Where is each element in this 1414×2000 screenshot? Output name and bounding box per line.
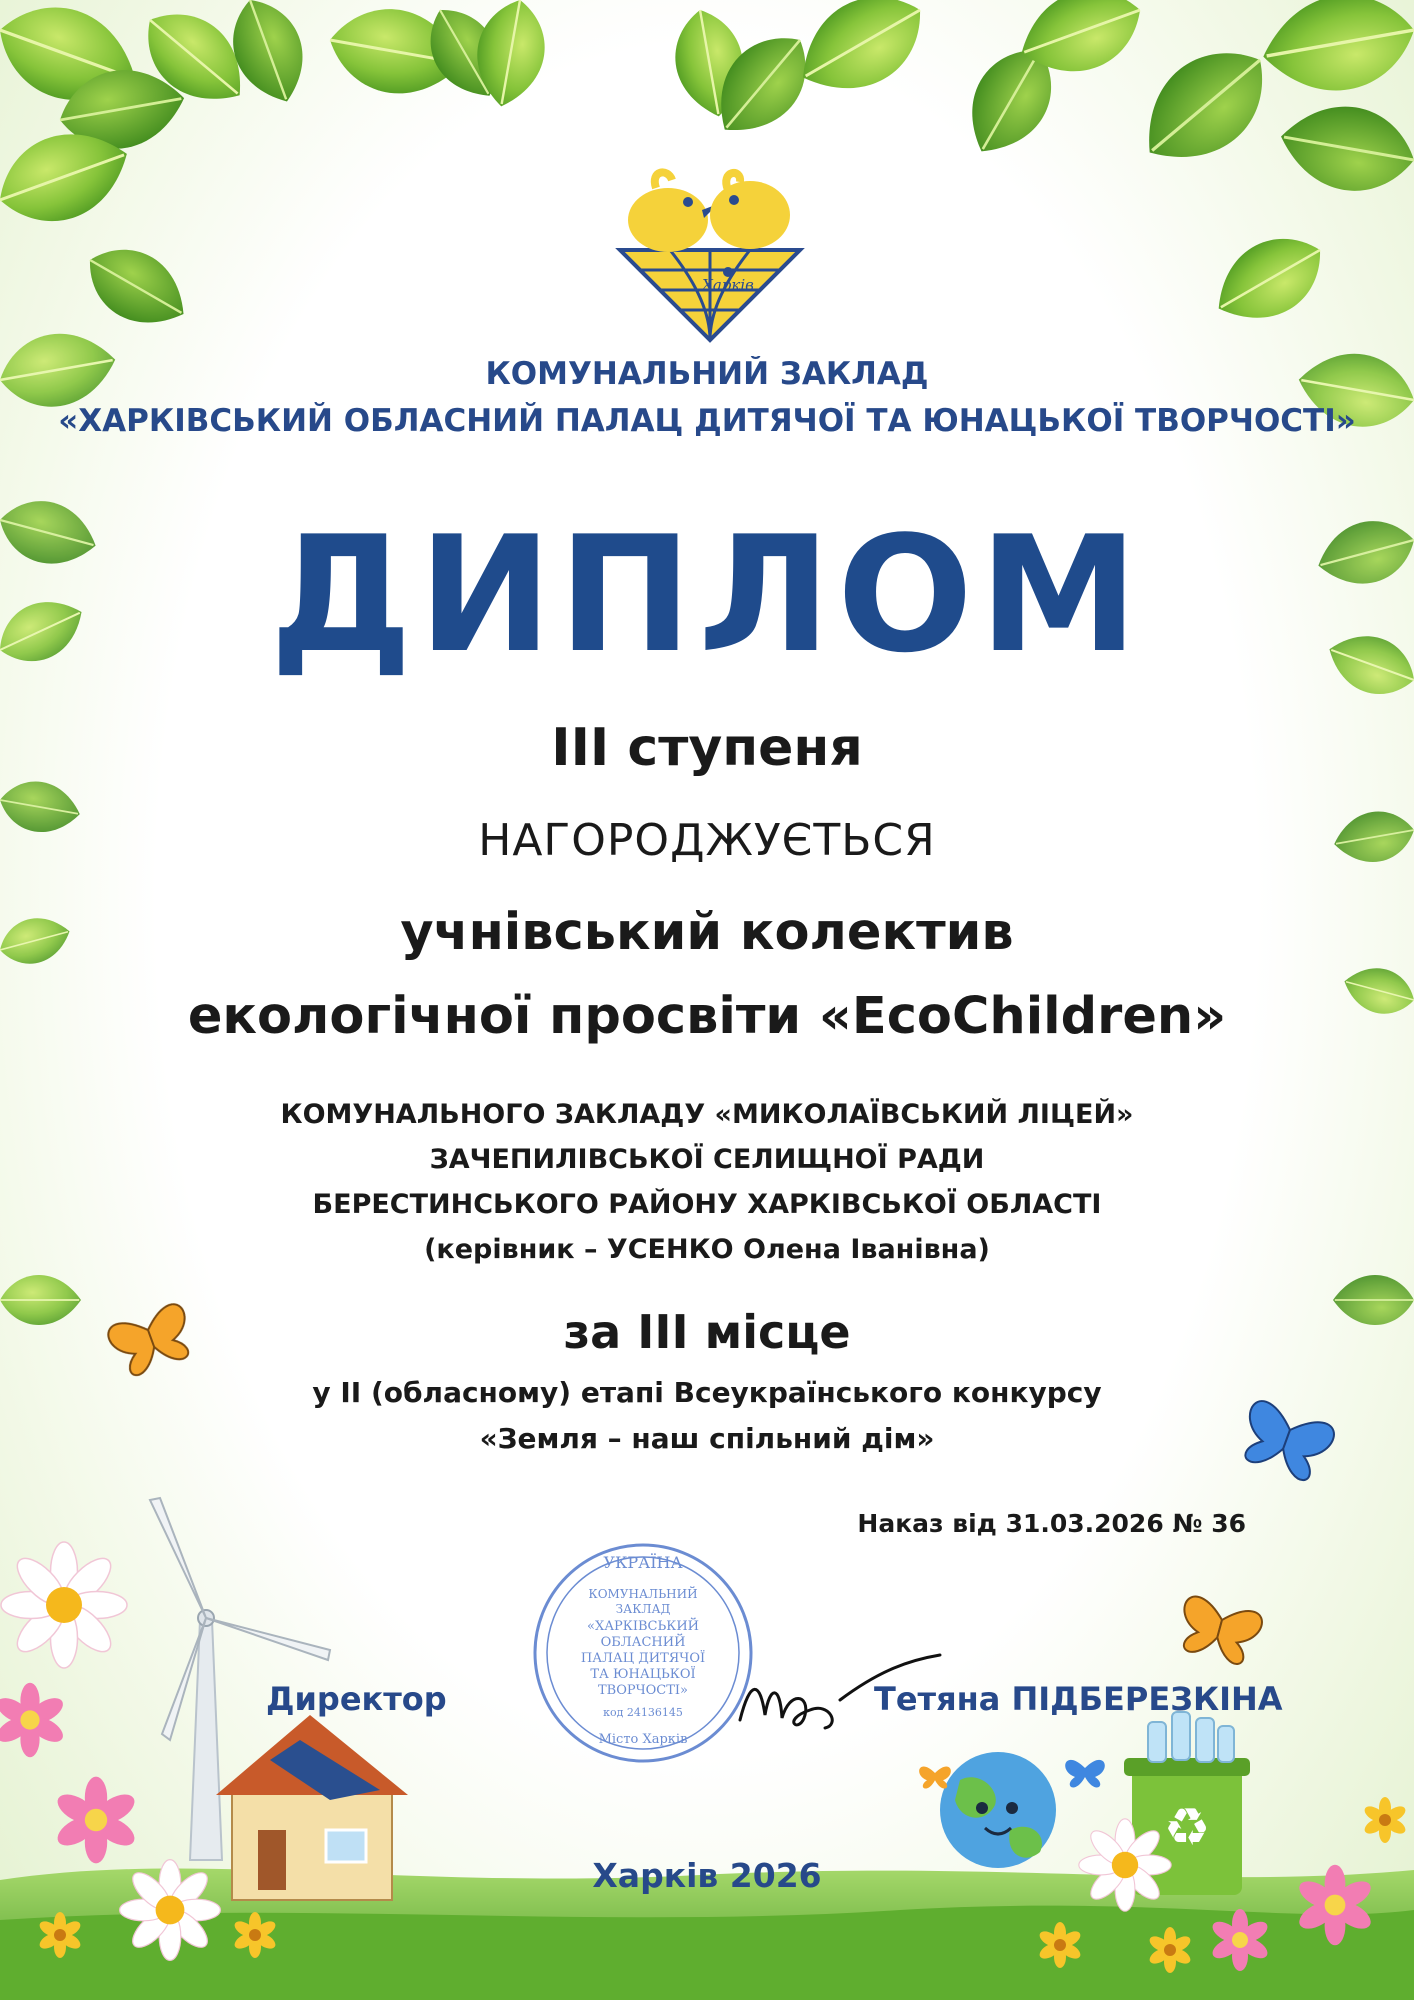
stamp-line-4: ОБЛАСНИЙ: [600, 1635, 686, 1650]
stamp-line-7: ТВОРЧОСТІ»: [597, 1683, 689, 1698]
stamp-line-3: «ХАРКІВСЬКИЙ: [587, 1619, 699, 1634]
stamp-line-5: ПАЛАЦ ДИТЯЧОЇ: [580, 1651, 706, 1666]
school-supervisor: (керівник – УСЕНКО Олена Іванівна): [424, 1234, 990, 1265]
organization-line-1: КОМУНАЛЬНИЙ ЗАКЛАД: [485, 356, 929, 392]
director-label: Директор: [266, 1680, 447, 1718]
school-line-1: КОМУНАЛЬНОГО ЗАКЛАДУ «МИКОЛАЇВСЬКИЙ ЛІЦЕЙ»: [280, 1099, 1134, 1130]
organization-line-2: «ХАРКІВСЬКИЙ ОБЛАСНИЙ ПАЛАЦ ДИТЯЧОЇ ТА ЮНАЦЬКОЇ ТВОРЧОСТІ»: [58, 403, 1356, 439]
stamp-code: код 24136145: [603, 1706, 683, 1719]
stamp-bottom-text: Місто Харків: [598, 1732, 688, 1747]
diploma-title: ДИПЛОМ: [269, 501, 1145, 688]
recipient-line-2: екологічної просвіти «EcoChildren»: [187, 987, 1227, 1046]
diploma-degree: ІІІ ступеня: [551, 718, 863, 778]
contest-name: «Земля – наш спільний дім»: [479, 1422, 935, 1455]
logo-city-text: Харків: [702, 276, 754, 294]
stamp-line-6: ТА ЮНАЦЬКОЇ: [590, 1667, 696, 1682]
stamp-line-1: КОМУНАЛЬНИЙ: [588, 1587, 698, 1601]
recipient-line-1: учнівський колектив: [400, 903, 1014, 962]
svg-text:♻: ♻: [1163, 1798, 1211, 1858]
awarded-label: НАГОРОДЖУЄТЬСЯ: [478, 815, 936, 866]
director-name: Тетяна ПІДБЕРЕЗКІНА: [874, 1680, 1283, 1718]
contest-line-1: у ІІ (обласному) етапі Всеукраїнського конкурсу: [312, 1376, 1102, 1409]
place-awarded: за ІІІ місце: [563, 1305, 851, 1359]
school-line-2: ЗАЧЕПИЛІВСЬКОЇ СЕЛИЩНОЇ РАДИ: [429, 1144, 985, 1175]
school-line-3: БЕРЕСТИНСЬКОГО РАЙОНУ ХАРКІВСЬКОЇ ОБЛАСТІ: [312, 1189, 1102, 1220]
order-reference: Наказ від 31.03.2026 № 36: [857, 1509, 1246, 1538]
footer-city-year: Харків 2026: [592, 1856, 822, 1895]
stamp-line-2: ЗАКЛАД: [615, 1602, 671, 1616]
stamp-top-text: УКРАЇНА: [603, 1553, 683, 1572]
palace-logo: [610, 160, 810, 350]
